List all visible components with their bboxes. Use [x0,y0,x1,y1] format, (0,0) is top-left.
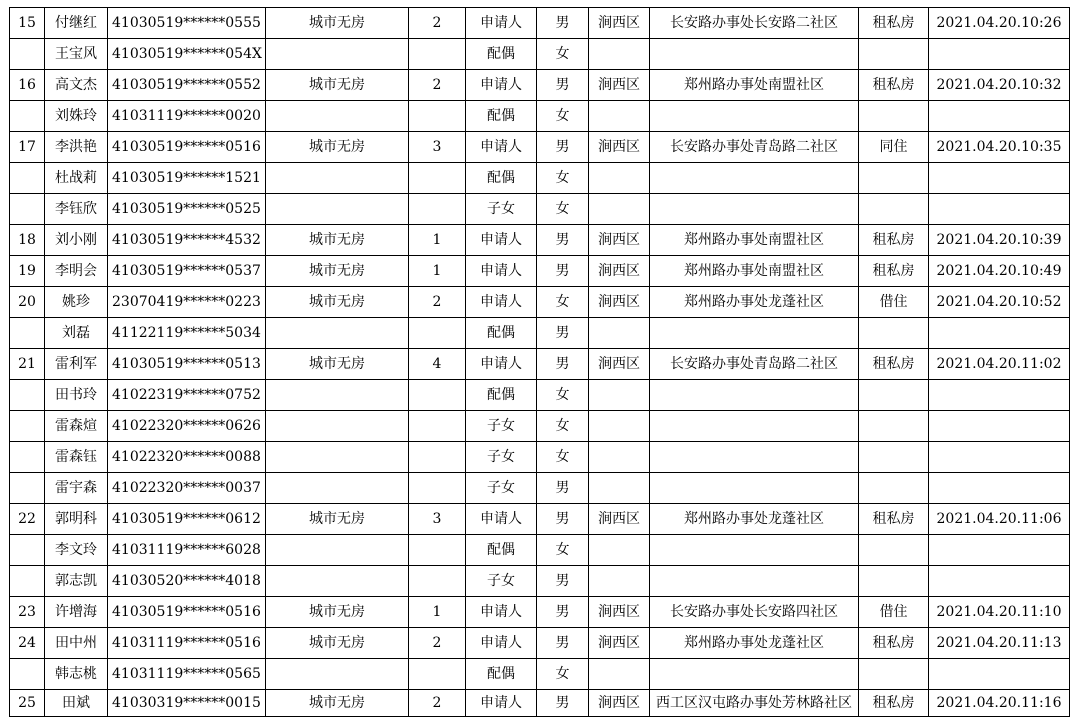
table-row [10,163,1070,194]
name-cell: 杜战莉 [45,163,108,194]
table-row [10,628,1070,659]
row-number [10,101,45,132]
household-count-cell: 2 [409,628,466,659]
id-number-cell: 41031119******0565 [108,659,266,690]
relation-cell: 申请人 [466,349,537,380]
submit-time-cell [929,411,1070,442]
table-row [10,318,1070,349]
row-number: 25 [10,690,45,717]
community-cell [650,380,859,411]
id-number-cell: 41022320******0088 [108,442,266,473]
name-cell: 田斌 [45,690,108,717]
table-row [10,287,1070,318]
relation-cell: 子女 [466,411,537,442]
name-cell: 田书玲 [45,380,108,411]
submit-time-cell: 2021.04.20.10:35 [929,132,1070,163]
application-type-cell: 城市无房 [266,690,409,717]
name-cell: 雷利军 [45,349,108,380]
gender-cell: 女 [537,163,589,194]
submit-time-cell: 2021.04.20.11:10 [929,597,1070,628]
submit-time-cell [929,101,1070,132]
application-type-cell [266,318,409,349]
household-count-cell [409,442,466,473]
id-number-cell: 23070419******0223 [108,287,266,318]
submit-time-cell [929,318,1070,349]
housing-status-cell [859,101,929,132]
gender-cell: 女 [537,411,589,442]
name-cell: 雷森煊 [45,411,108,442]
district-cell: 涧西区 [589,8,650,39]
gender-cell: 男 [537,504,589,535]
row-number [10,442,45,473]
district-cell: 涧西区 [589,225,650,256]
housing-status-cell: 同住 [859,132,929,163]
id-number-cell: 41022320******0626 [108,411,266,442]
household-count-cell [409,318,466,349]
gender-cell: 男 [537,225,589,256]
community-cell [650,101,859,132]
row-number: 15 [10,8,45,39]
household-count-cell [409,566,466,597]
table-row [10,380,1070,411]
submit-time-cell: 2021.04.20.10:32 [929,70,1070,101]
housing-status-cell [859,194,929,225]
table-row [10,256,1070,287]
household-count-cell [409,163,466,194]
submit-time-cell: 2021.04.20.11:02 [929,349,1070,380]
relation-cell: 子女 [466,473,537,504]
row-number [10,535,45,566]
relation-cell: 申请人 [466,287,537,318]
gender-cell: 女 [537,380,589,411]
row-number: 23 [10,597,45,628]
id-number-cell: 41030519******0516 [108,597,266,628]
table-row [10,535,1070,566]
community-cell [650,442,859,473]
table-row [10,70,1070,101]
application-type-cell [266,566,409,597]
id-number-cell: 41031119******0020 [108,101,266,132]
community-cell: 郑州路办事处龙蓬社区 [650,287,859,318]
gender-cell: 男 [537,566,589,597]
submit-time-cell: 2021.04.20.11:06 [929,504,1070,535]
application-type-cell: 城市无房 [266,349,409,380]
district-cell: 涧西区 [589,70,650,101]
application-type-cell [266,101,409,132]
housing-status-cell: 借住 [859,597,929,628]
table-row [10,504,1070,535]
relation-cell: 配偶 [466,535,537,566]
gender-cell: 男 [537,349,589,380]
row-number: 22 [10,504,45,535]
district-cell [589,442,650,473]
applicant-table-container [9,7,1070,717]
district-cell: 涧西区 [589,349,650,380]
row-number: 19 [10,256,45,287]
district-cell [589,535,650,566]
relation-cell: 申请人 [466,690,537,717]
relation-cell: 子女 [466,194,537,225]
application-type-cell: 城市无房 [266,70,409,101]
application-type-cell: 城市无房 [266,256,409,287]
household-count-cell [409,659,466,690]
household-count-cell: 3 [409,132,466,163]
gender-cell: 女 [537,287,589,318]
submit-time-cell [929,39,1070,70]
id-number-cell: 41030519******1521 [108,163,266,194]
submit-time-cell [929,442,1070,473]
household-count-cell [409,39,466,70]
name-cell: 付继红 [45,8,108,39]
community-cell [650,535,859,566]
submit-time-cell [929,380,1070,411]
relation-cell: 子女 [466,442,537,473]
housing-status-cell [859,566,929,597]
district-cell [589,473,650,504]
gender-cell: 女 [537,39,589,70]
relation-cell: 配偶 [466,380,537,411]
district-cell: 涧西区 [589,287,650,318]
district-cell: 涧西区 [589,504,650,535]
id-number-cell: 41022319******0752 [108,380,266,411]
gender-cell: 男 [537,256,589,287]
application-type-cell: 城市无房 [266,628,409,659]
housing-status-cell [859,473,929,504]
id-number-cell: 41030519******0516 [108,132,266,163]
name-cell: 刘小刚 [45,225,108,256]
id-number-cell: 41030520******4018 [108,566,266,597]
id-number-cell: 41030519******0612 [108,504,266,535]
housing-status-cell [859,39,929,70]
application-type-cell [266,194,409,225]
submit-time-cell [929,659,1070,690]
relation-cell: 申请人 [466,70,537,101]
community-cell [650,473,859,504]
gender-cell: 女 [537,659,589,690]
name-cell: 田中州 [45,628,108,659]
district-cell [589,318,650,349]
gender-cell: 女 [537,442,589,473]
name-cell: 雷宇森 [45,473,108,504]
housing-status-cell: 租私房 [859,349,929,380]
relation-cell: 配偶 [466,318,537,349]
household-count-cell [409,101,466,132]
household-count-cell: 1 [409,597,466,628]
application-type-cell: 城市无房 [266,504,409,535]
household-count-cell [409,411,466,442]
id-number-cell: 41030519******0537 [108,256,266,287]
community-cell [650,39,859,70]
row-number [10,411,45,442]
household-count-cell [409,194,466,225]
id-number-cell: 41031119******0516 [108,628,266,659]
name-cell: 李明会 [45,256,108,287]
table-row [10,225,1070,256]
housing-status-cell [859,380,929,411]
household-count-cell [409,380,466,411]
submit-time-cell [929,473,1070,504]
relation-cell: 配偶 [466,163,537,194]
row-number: 16 [10,70,45,101]
gender-cell: 女 [537,194,589,225]
name-cell: 郭明科 [45,504,108,535]
gender-cell: 女 [537,535,589,566]
housing-status-cell: 租私房 [859,690,929,717]
row-number [10,39,45,70]
community-cell: 郑州路办事处南盟社区 [650,256,859,287]
name-cell: 王宝风 [45,39,108,70]
row-number: 21 [10,349,45,380]
community-cell: 长安路办事处长安路四社区 [650,597,859,628]
housing-status-cell [859,659,929,690]
id-number-cell: 41022320******0037 [108,473,266,504]
submit-time-cell: 2021.04.20.11:16 [929,690,1070,717]
household-count-cell [409,473,466,504]
row-number: 20 [10,287,45,318]
submit-time-cell [929,163,1070,194]
household-count-cell: 1 [409,256,466,287]
table-row [10,349,1070,380]
household-count-cell: 2 [409,8,466,39]
relation-cell: 申请人 [466,225,537,256]
gender-cell: 男 [537,628,589,659]
district-cell [589,163,650,194]
name-cell: 姚珍 [45,287,108,318]
applicant-table [9,7,1070,717]
community-cell: 郑州路办事处龙蓬社区 [650,628,859,659]
table-row [10,8,1070,39]
id-number-cell: 41122119******5034 [108,318,266,349]
district-cell [589,194,650,225]
submit-time-cell: 2021.04.20.10:49 [929,256,1070,287]
submit-time-cell: 2021.04.20.10:39 [929,225,1070,256]
community-cell [650,411,859,442]
community-cell: 郑州路办事处南盟社区 [650,70,859,101]
gender-cell: 男 [537,132,589,163]
name-cell: 雷森钰 [45,442,108,473]
housing-status-cell [859,411,929,442]
relation-cell: 申请人 [466,504,537,535]
relation-cell: 配偶 [466,101,537,132]
gender-cell: 男 [537,70,589,101]
name-cell: 刘磊 [45,318,108,349]
table-row [10,442,1070,473]
relation-cell: 配偶 [466,659,537,690]
id-number-cell: 41030519******054X [108,39,266,70]
table-row [10,132,1070,163]
row-number: 17 [10,132,45,163]
community-cell [650,194,859,225]
id-number-cell: 41030519******0552 [108,70,266,101]
district-cell [589,39,650,70]
household-count-cell: 1 [409,225,466,256]
community-cell: 西工区汉屯路办事处芳林路社区 [650,690,859,717]
application-type-cell [266,473,409,504]
submit-time-cell [929,194,1070,225]
table-row [10,411,1070,442]
household-count-cell: 3 [409,504,466,535]
table-row [10,473,1070,504]
submit-time-cell [929,535,1070,566]
table-row [10,39,1070,70]
relation-cell: 申请人 [466,132,537,163]
application-type-cell: 城市无房 [266,225,409,256]
id-number-cell: 41030519******0555 [108,8,266,39]
community-cell: 长安路办事处青岛路二社区 [650,132,859,163]
id-number-cell: 41030319******0015 [108,690,266,717]
application-type-cell [266,39,409,70]
row-number [10,163,45,194]
name-cell: 郭志凯 [45,566,108,597]
community-cell [650,318,859,349]
table-body [10,8,1070,717]
submit-time-cell [929,566,1070,597]
district-cell: 涧西区 [589,132,650,163]
gender-cell: 男 [537,597,589,628]
housing-status-cell: 租私房 [859,8,929,39]
id-number-cell: 41030519******0525 [108,194,266,225]
row-number [10,659,45,690]
table-row [10,194,1070,225]
housing-status-cell [859,163,929,194]
application-type-cell [266,380,409,411]
submit-time-cell: 2021.04.20.10:26 [929,8,1070,39]
application-type-cell [266,442,409,473]
application-type-cell [266,411,409,442]
row-number [10,380,45,411]
housing-status-cell: 租私房 [859,70,929,101]
relation-cell: 申请人 [466,597,537,628]
district-cell [589,566,650,597]
table-row [10,566,1070,597]
gender-cell: 男 [537,318,589,349]
table-row [10,690,1070,717]
district-cell: 涧西区 [589,628,650,659]
community-cell [650,163,859,194]
name-cell: 刘姝玲 [45,101,108,132]
name-cell: 高文杰 [45,70,108,101]
household-count-cell [409,535,466,566]
row-number [10,194,45,225]
name-cell: 许增海 [45,597,108,628]
relation-cell: 子女 [466,566,537,597]
id-number-cell: 41030519******0513 [108,349,266,380]
district-cell [589,659,650,690]
household-count-cell: 4 [409,349,466,380]
application-type-cell [266,659,409,690]
housing-status-cell [859,318,929,349]
housing-status-cell: 租私房 [859,504,929,535]
housing-status-cell [859,535,929,566]
district-cell [589,380,650,411]
community-cell: 长安路办事处长安路二社区 [650,8,859,39]
row-number [10,566,45,597]
name-cell: 李钰欣 [45,194,108,225]
relation-cell: 申请人 [466,8,537,39]
housing-status-cell [859,442,929,473]
relation-cell: 申请人 [466,628,537,659]
housing-status-cell: 租私房 [859,225,929,256]
community-cell: 郑州路办事处龙蓬社区 [650,504,859,535]
row-number: 24 [10,628,45,659]
application-type-cell: 城市无房 [266,8,409,39]
application-type-cell: 城市无房 [266,132,409,163]
submit-time-cell: 2021.04.20.11:13 [929,628,1070,659]
community-cell: 长安路办事处青岛路二社区 [650,349,859,380]
district-cell: 涧西区 [589,690,650,717]
id-number-cell: 41031119******6028 [108,535,266,566]
application-type-cell: 城市无房 [266,597,409,628]
gender-cell: 女 [537,101,589,132]
gender-cell: 男 [537,690,589,717]
district-cell [589,101,650,132]
household-count-cell: 2 [409,690,466,717]
table-row [10,597,1070,628]
submit-time-cell: 2021.04.20.10:52 [929,287,1070,318]
community-cell: 郑州路办事处南盟社区 [650,225,859,256]
housing-status-cell: 租私房 [859,256,929,287]
name-cell: 李洪艳 [45,132,108,163]
district-cell: 涧西区 [589,597,650,628]
district-cell [589,411,650,442]
gender-cell: 男 [537,8,589,39]
household-count-cell: 2 [409,70,466,101]
id-number-cell: 41030519******4532 [108,225,266,256]
housing-status-cell: 借住 [859,287,929,318]
row-number [10,473,45,504]
relation-cell: 配偶 [466,39,537,70]
application-type-cell [266,535,409,566]
housing-status-cell: 租私房 [859,628,929,659]
row-number: 18 [10,225,45,256]
community-cell [650,659,859,690]
name-cell: 李文玲 [45,535,108,566]
district-cell: 涧西区 [589,256,650,287]
table-row [10,659,1070,690]
name-cell: 韩志桃 [45,659,108,690]
row-number [10,318,45,349]
household-count-cell: 2 [409,287,466,318]
relation-cell: 申请人 [466,256,537,287]
gender-cell: 男 [537,473,589,504]
table-row [10,101,1070,132]
application-type-cell: 城市无房 [266,287,409,318]
application-type-cell [266,163,409,194]
community-cell [650,566,859,597]
